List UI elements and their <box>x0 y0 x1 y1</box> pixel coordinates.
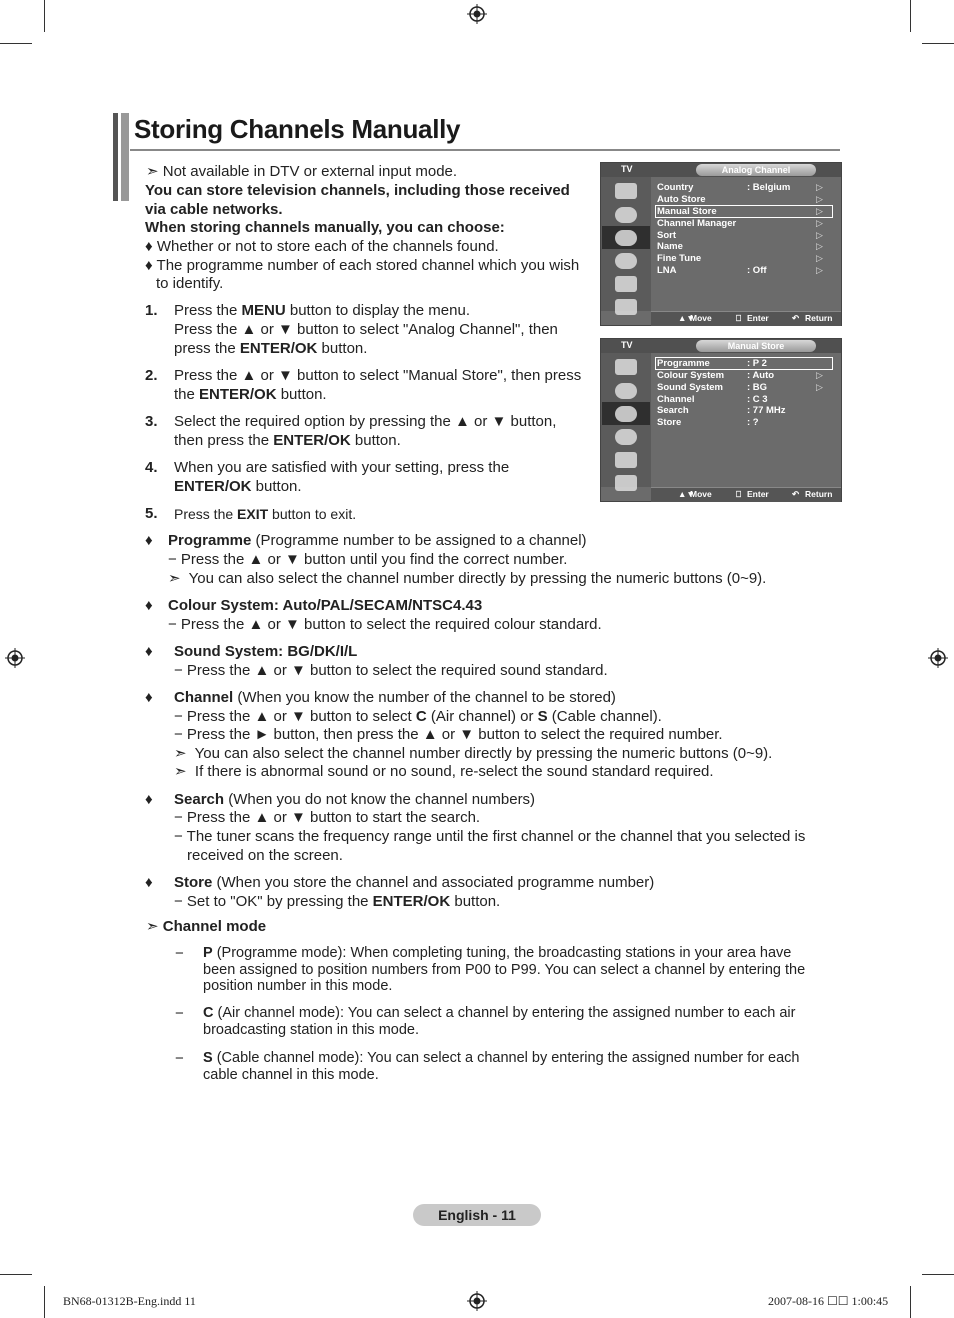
step-text: Press the EXIT button to exit. <box>174 506 357 522</box>
osd-row-label[interactable]: Manual Store <box>657 206 717 217</box>
step-number: 2. <box>145 367 158 384</box>
section-sub: − Set to "OK" by pressing the ENTER/OK button. <box>174 893 501 910</box>
step-text: the ENTER/OK button. <box>174 386 327 403</box>
osd-tv-label: TV <box>621 164 633 174</box>
channel-icon[interactable] <box>615 230 637 246</box>
osd-row-value: : P 2 <box>747 358 767 369</box>
osd-row-label[interactable]: Store <box>657 417 682 428</box>
return-icon: ↶ <box>792 489 800 499</box>
intro-bullet: ♦ The programme number of each stored channel which you wish <box>145 257 580 274</box>
mode-s: S (Cable channel mode): You can select a channel by entering the assigned number for each <box>203 1050 800 1066</box>
return-icon: ↶ <box>792 313 800 323</box>
diamond-bullet-icon: ♦ <box>145 689 153 706</box>
title-accent-bar <box>121 113 129 201</box>
picture-icon[interactable] <box>615 183 637 199</box>
enter-icon: ⎕ <box>736 313 742 323</box>
osd-row-value: : ? <box>747 417 759 428</box>
arrow-right-icon: ▷ <box>816 253 823 263</box>
page-number-badge: English - 11 <box>413 1204 541 1226</box>
step-text: then press the ENTER/OK button. <box>174 432 401 449</box>
osd-move-label: Move <box>690 313 712 323</box>
step-text: Press the ▲ or ▼ button to select "Manual Store", then press <box>174 367 582 384</box>
osd-return-label: Return <box>805 313 833 323</box>
section-sub: − Press the ▲ or ▼ button to select the required sound standard. <box>174 662 608 679</box>
crop-mark <box>0 43 32 44</box>
osd-row-label[interactable]: Colour System <box>657 370 725 381</box>
osd-sidebar <box>601 177 651 311</box>
enter-icon: ⎕ <box>736 489 742 499</box>
arrow-right-icon: ▷ <box>816 382 823 392</box>
arrow-right-icon: ▷ <box>816 182 823 192</box>
section-sub: − Press the ▲ or ▼ button to select the required colour standard. <box>168 616 602 633</box>
section-colour: Colour System: Auto/PAL/SECAM/NTSC4.43 <box>168 597 483 614</box>
mode-p: position number in this mode. <box>203 978 393 994</box>
application-icon[interactable] <box>615 475 637 491</box>
osd-manual-store <box>600 338 842 502</box>
mode-p: been assigned to position numbers from P00 to P99. You can select a channel by entering the <box>203 962 806 978</box>
osd-row-label[interactable]: Channel Manager <box>657 218 737 229</box>
crop-mark <box>910 0 911 32</box>
osd-row-value: : Belgium <box>747 182 791 193</box>
step-text: Select the required option by pressing the ▲ or ▼ button, <box>174 413 557 430</box>
osd-tv-label: TV <box>621 340 633 350</box>
osd-footer <box>651 311 841 326</box>
crop-mark <box>910 1286 911 1318</box>
diamond-bullet-icon: ♦ <box>145 791 153 808</box>
osd-caption: Analog Channel <box>696 164 816 176</box>
sound-icon[interactable] <box>615 383 637 399</box>
input-icon[interactable] <box>615 452 637 468</box>
arrow-right-icon: ▷ <box>816 218 823 228</box>
diamond-bullet-icon: ♦ <box>145 597 153 614</box>
diamond-bullet-icon: ♦ <box>145 532 153 549</box>
channel-icon[interactable] <box>615 406 637 422</box>
sound-icon[interactable] <box>615 207 637 223</box>
osd-row-label[interactable]: Search <box>657 405 689 416</box>
intro-bullet: ♦ Whether or not to store each of the channels found. <box>145 238 499 255</box>
note-arrow-icon: ➣ <box>174 763 187 780</box>
step-number: 3. <box>145 413 158 430</box>
osd-sidebar <box>601 353 651 487</box>
section-channel: Channel (When you know the number of the channel to be stored) <box>174 689 616 706</box>
osd-row-value: : 77 MHz <box>747 405 786 416</box>
section-sub: − Press the ▲ or ▼ button to start the search. <box>174 809 481 826</box>
arrow-right-icon: ▷ <box>816 241 823 251</box>
section-note: ➣ You can also select the channel number directly by pressing the numeric buttons (0~9). <box>174 745 773 762</box>
arrow-right-icon: ▷ <box>816 206 823 216</box>
section-sub: − Press the ► button, then press the ▲ or ▼ button to select the required number. <box>174 726 723 743</box>
arrow-right-icon: ▷ <box>816 265 823 275</box>
input-icon[interactable] <box>615 276 637 292</box>
osd-row-label[interactable]: LNA <box>657 265 677 276</box>
osd-row-label[interactable]: Country <box>657 182 694 193</box>
move-icon: ▲▼ <box>678 313 695 323</box>
arrow-right-icon: ▷ <box>816 370 823 380</box>
section-sub: − Press the ▲ or ▼ button until you find the correct number. <box>168 551 568 568</box>
osd-row-label[interactable]: Channel <box>657 394 695 405</box>
arrow-right-icon: ▷ <box>816 194 823 204</box>
step-number: 4. <box>145 459 158 476</box>
step-text: Press the ▲ or ▼ button to select "Analog Channel", then <box>174 321 558 338</box>
osd-row-label[interactable]: Name <box>657 241 683 252</box>
osd-row-label[interactable]: Programme <box>657 358 710 369</box>
osd-enter-label: Enter <box>747 313 769 323</box>
step-number: 5. <box>145 505 158 522</box>
section-sound: Sound System: BG/DK/I/L <box>174 643 358 660</box>
osd-row-label[interactable]: Fine Tune <box>657 253 702 264</box>
osd-row-value: : Off <box>747 265 767 276</box>
crop-mark <box>44 1286 45 1318</box>
section-store: Store (When you store the channel and associated programme number) <box>174 874 655 891</box>
step-text: ENTER/OK button. <box>174 478 302 495</box>
slug-date: 2007-08-16 ☐☐ 1:00:45 <box>768 1294 889 1308</box>
registration-mark-icon <box>467 1291 487 1311</box>
intro-bold-line: When storing channels manually, you can choose: <box>145 219 505 236</box>
dash: − <box>175 945 184 962</box>
section-sub: − The tuner scans the frequency range until the first channel or the channel that you selected is <box>174 828 806 845</box>
note-arrow-icon: ➣ <box>146 918 159 935</box>
crop-mark <box>0 1274 32 1275</box>
crop-mark <box>922 43 954 44</box>
osd-footer <box>651 487 841 502</box>
section-programme: Programme (Programme number to be assigned to a channel) <box>168 532 587 549</box>
osd-return-label: Return <box>805 489 833 499</box>
title-accent-bar <box>113 113 118 201</box>
note-arrow-icon: ➣ <box>168 570 181 587</box>
picture-icon[interactable] <box>615 359 637 375</box>
osd-row-label[interactable]: Sound System <box>657 382 723 393</box>
mode-c: C (Air channel mode): You can select a channel by entering the assigned number to each air <box>203 1005 796 1021</box>
osd-row-label[interactable]: Auto Store <box>657 194 706 205</box>
step-number: 1. <box>145 302 158 319</box>
section-note: ➣ You can also select the channel number directly by pressing the numeric buttons (0~9). <box>168 570 767 587</box>
page-title: Storing Channels Manually <box>134 114 461 144</box>
mode-s: cable channel in this mode. <box>203 1067 379 1083</box>
crop-mark <box>922 1274 954 1275</box>
section-mode: ➣ Channel mode <box>146 918 267 935</box>
note-arrow-icon: ➣ <box>146 163 159 180</box>
crop-mark <box>44 0 45 32</box>
section-sub: received on the screen. <box>187 847 343 864</box>
osd-enter-label: Enter <box>747 489 769 499</box>
osd-move-label: Move <box>690 489 712 499</box>
arrow-right-icon: ▷ <box>816 230 823 240</box>
diamond-bullet-icon: ♦ <box>145 643 153 660</box>
dash: − <box>175 1050 184 1067</box>
intro-note: ➣ Not available in DTV or external input mode. <box>146 163 458 180</box>
intro-bullet-cont: to identify. <box>156 275 224 292</box>
slug-file: BN68-01312B-Eng.indd 11 <box>63 1294 196 1308</box>
setup-icon[interactable] <box>615 253 637 269</box>
registration-mark-icon <box>928 648 948 668</box>
mode-p: P (Programme mode): When completing tuning, the broadcasting stations in your area have <box>203 945 792 961</box>
intro-bold-line: via cable networks. <box>145 201 283 218</box>
step-text: Press the MENU button to display the menu. <box>174 302 470 319</box>
step-text: When you are satisfied with your setting, press the <box>174 459 510 476</box>
move-icon: ▲▼ <box>678 489 695 499</box>
title-underline <box>130 149 840 151</box>
setup-icon[interactable] <box>615 429 637 445</box>
note-arrow-icon: ➣ <box>174 745 187 762</box>
osd-caption: Manual Store <box>696 340 816 352</box>
step-text: press the ENTER/OK button. <box>174 340 368 357</box>
mode-c: broadcasting station in this mode. <box>203 1022 420 1038</box>
registration-mark-icon <box>467 4 487 24</box>
osd-row-value: : BG <box>747 382 768 393</box>
osd-row-value: : C 3 <box>747 394 768 405</box>
dash: − <box>175 1005 184 1022</box>
section-search: Search (When you do not know the channel numbers) <box>174 791 536 808</box>
osd-row-label[interactable]: Sort <box>657 230 676 241</box>
osd-analog-channel <box>600 162 842 326</box>
section-note: ➣ If there is abnormal sound or no sound, re-select the sound standard required. <box>174 763 714 780</box>
diamond-bullet-icon: ♦ <box>145 874 153 891</box>
intro-bold-line: You can store television channels, including those received <box>145 182 570 199</box>
osd-row-value: : Auto <box>747 370 775 381</box>
application-icon[interactable] <box>615 299 637 315</box>
section-sub: − Press the ▲ or ▼ button to select C (Air channel) or S (Cable channel). <box>174 708 662 725</box>
registration-mark-icon <box>5 648 25 668</box>
